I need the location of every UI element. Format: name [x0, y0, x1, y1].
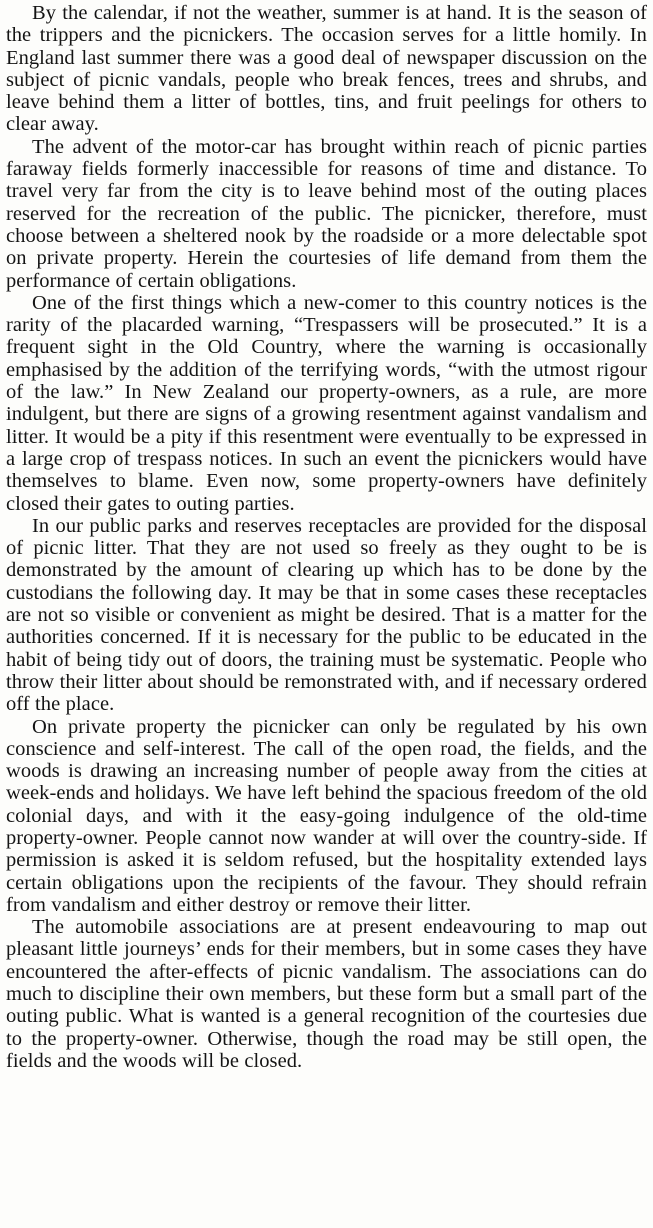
editorial-article — [6, 2, 647, 1072]
paragraph-motor-car: The advent of the motor-car has brought within reach of picnic parties faraway fields formerly inaccessible for reasons of time and distance. To travel very far from the city is to leave behind most of the outing places reserved for the recreation of the public. The picnicker, therefore, must choose between a sheltered nook by the roadside or a more delectable spot on private property. Herein the courtesies of life demand from them the performance of certain obligations. — [6, 135, 647, 292]
paragraph-private-property: On private property the picnicker can only be regulated by his own conscience and self-interest. The call of the open road, the fields, and the woods is drawing an increasing number of people away from the cities at week-ends and holidays. We have left behind the spacious freedom of the old colonial days, and with it the easy-going indulgence of the old-time property-owner. People cannot now wander at will over the country-side. If permission is asked it is seldom refused, but the hospitality extended lays certain obligations upon the recipients of the favour. They should refrain from vandalism and either destroy or remove their litter. — [6, 715, 647, 916]
paragraph-automobile-associations: The automobile associations are at present endeavouring to map out pleasant little journeys’ ends for their members, but in some cases they have encountered the after-effects of picnic vandalism. The associations can do much to discipline their own members, but these form but a small part of the outing public. What is wanted is a general recognition of the courtesies due to the property-owner. Otherwise, though the road may be still open, the fields and the woods will be closed. — [6, 916, 647, 1072]
paragraph-public-parks: In our public parks and reserves receptacles are provided for the disposal of picnic litter. That they are not used so freely as they ought to be is demonstrated by the amount of clearing up which has to be done by the custodians the following day. It may be that in some cases these receptacles are not so visible or convenient as might be desired. That is a matter for the authorities concerned. If it is necessary for the public to be educated in the habit of being tidy out of doors, the training must be systematic. People who throw their litter about should be remonstrated with, and if necessary ordered off the place. — [6, 514, 647, 716]
paragraph-trespassers: One of the first things which a new-comer to this country notices is the rarity of the placarded warning, “Trespassers will be prosecuted.” It is a frequent sight in the Old Country, where the warning is occasionally emphasised by the addition of the terrifying words, “with the utmost rigour of the law.” In New Zealand our property-owners, as a rule, are more indulgent, but there are signs of a growing resentment against vandalism and litter. It would be a pity if this resentment were eventually to be expressed in a large crop of trespass notices. In such an event the picnickers would have themselves to blame. Even now, some property-owners have definitely closed their gates to outing parties. — [6, 291, 647, 515]
paragraph-summer-trippers: By the calendar, if not the weather, summer is at hand. It is the season of the trippers and the picnickers. The occasion serves for a little homily. In England last summer there was a good deal of newspaper discussion on the subject of picnic vandals, people who break fences, trees and shrubs, and leave behind them a litter of bottles, tins, and fruit peelings for others to clear away. — [6, 2, 647, 136]
